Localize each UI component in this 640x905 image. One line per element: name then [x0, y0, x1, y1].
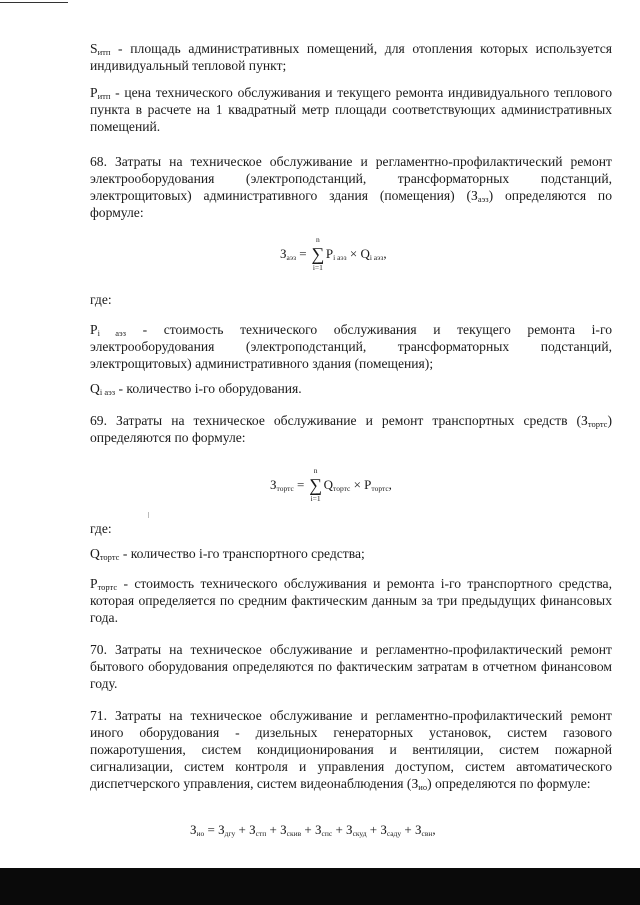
subscript: свн [421, 829, 433, 838]
subscript: аэз [286, 253, 297, 262]
formula-lhs: З [190, 822, 197, 837]
paragraph-70 [90, 641, 612, 692]
sum-upper-limit: n [313, 466, 318, 475]
subscript: стп [255, 829, 267, 838]
symbol: P [90, 322, 98, 337]
formula-p: P [325, 246, 334, 261]
subscript: ио [418, 782, 428, 792]
sum-operator [310, 235, 326, 272]
subscript: дгу [224, 829, 236, 838]
paragraph-text: 69. Затраты на техническое обслуживание и ремонт транспортных средств (З [90, 413, 588, 428]
subscript: тортс [276, 484, 294, 493]
symbol: P [90, 576, 98, 591]
paragraph-tail: ) определяются по формуле: [427, 776, 591, 791]
subscript: тортс [587, 419, 608, 429]
subscript: i аэз [333, 253, 347, 262]
def-q-tortc [90, 545, 612, 562]
formula-term: З [218, 822, 225, 837]
subscript: сaду [386, 829, 402, 838]
def-s-itp [90, 40, 612, 74]
subscript: аэз [477, 194, 489, 204]
formula-p: P [364, 477, 372, 492]
where-text: где: [90, 292, 112, 307]
def-p-itp [90, 84, 612, 135]
paragraph-tail: ) определяются по формуле: [90, 413, 612, 445]
subscript: тортс [333, 484, 351, 493]
formula-term: З [280, 822, 287, 837]
top-rule [0, 2, 68, 3]
scan-speck [148, 512, 149, 518]
plus-sign: + [266, 822, 281, 837]
where-label-1 [90, 291, 612, 308]
subscript: спс [321, 829, 333, 838]
symbol: Q [90, 381, 100, 396]
formula-q: Q [323, 477, 334, 492]
sum-lower-limit: i=1 [310, 494, 321, 503]
paragraph-text: 71. Затраты на техническое обслуживание и регламентно-профилактический ремонт иного оборудования - дизельных генераторных установок, систем газового пожаротушения, систем кондиционирования и вентиляции, систем пожарной сигнализации, систем контроля и управления доступом, систем автоматического диспетчерского управления, систем видеонаблюдения (З [90, 708, 612, 791]
subscript: скуд [352, 829, 367, 838]
times-sign: × [350, 477, 365, 492]
paragraph-tail: ) определяются по формуле: [90, 188, 612, 220]
equals-sign: = [293, 477, 308, 492]
scan-border-bottom [0, 868, 640, 905]
equals-sign: = [204, 822, 219, 837]
formula-term: З [315, 822, 322, 837]
definition-text: - количество i-го транспортного средства; [119, 546, 365, 561]
definition-text: - цена технического обслуживания и текущего ремонта индивидуального теплового пункта в расчете на 1 квадратный метр площади соответствующих административных помещений. [90, 85, 612, 134]
subscript: итп [97, 47, 111, 57]
sum-lower-limit: i=1 [312, 263, 323, 272]
paragraph-68 [90, 153, 612, 221]
equals-sign: = [296, 246, 310, 261]
def-q-i-aez [90, 380, 612, 397]
formula-term: З [380, 822, 387, 837]
formula-68 [280, 235, 387, 272]
formula-lhs: З [280, 246, 287, 261]
symbol: Q [90, 546, 100, 561]
subscript: i аэз [97, 328, 127, 338]
definition-text: - стоимость технического обслуживания и текущего ремонта i-го электрооборудования (электроподстанций, трансформаторных подстанций, электрощитовых) административного здания (помещения); [90, 322, 612, 371]
formula-q: Q [360, 246, 370, 261]
subscript: тортс [99, 552, 120, 562]
where-text: где: [90, 521, 112, 536]
formula-end: , [388, 477, 392, 492]
paragraph-text: 68. Затраты на техническое обслуживание и регламентно-профилактический ремонт электрооборудования (электроподстанций, трансформаторных подстанций, электрощитовых) административного здания (помещения) (З [90, 154, 612, 203]
formula-terms [218, 822, 432, 837]
symbol: S [90, 41, 98, 56]
formula-71 [190, 822, 436, 838]
sigma-symbol: ∑ [309, 475, 323, 495]
plus-sign: + [235, 822, 250, 837]
def-p-i-aez [90, 321, 612, 372]
paragraph-71 [90, 707, 612, 792]
formula-lhs: З [270, 477, 277, 492]
plus-sign: + [301, 822, 316, 837]
subscript: i аэз [369, 253, 384, 262]
subscript: итп [97, 91, 111, 101]
formula-end: , [383, 246, 387, 261]
times-sign: × [346, 246, 361, 261]
paragraph-69 [90, 412, 612, 446]
sigma-symbol: ∑ [311, 244, 325, 264]
symbol: P [90, 85, 98, 100]
subscript: скив [286, 829, 302, 838]
sum-operator [308, 466, 324, 503]
plus-sign: + [401, 822, 415, 837]
where-label-2 [90, 520, 612, 537]
formula-term: З [249, 822, 256, 837]
paragraph-text: 70. Затраты на техническое обслуживание и регламентно-профилактический ремонт бытового оборудования определяются по фактическим затратам в отчетном финансовом году. [90, 642, 612, 691]
definition-text: - количество i-го оборудования. [115, 381, 302, 396]
formula-end: , [432, 822, 436, 837]
formula-term: З [414, 822, 422, 837]
plus-sign: + [366, 822, 381, 837]
sum-upper-limit: n [316, 235, 320, 244]
subscript: ио [196, 829, 205, 838]
definition-text: - площадь административных помещений, для отопления которых используется индивидуальный тепловой пункт; [90, 41, 612, 73]
subscript: тортс [97, 582, 118, 592]
definition-text: - стоимость технического обслуживания и ремонта i-го транспортного средства, которая определяется по средним фактическим данным за три предыдущих финансовых года. [90, 576, 612, 625]
formula-term: З [346, 822, 353, 837]
formula-69 [270, 466, 392, 503]
subscript: i аэз [99, 387, 116, 397]
subscript: тортс [371, 484, 389, 493]
plus-sign: + [332, 822, 347, 837]
def-p-tortc [90, 575, 612, 626]
